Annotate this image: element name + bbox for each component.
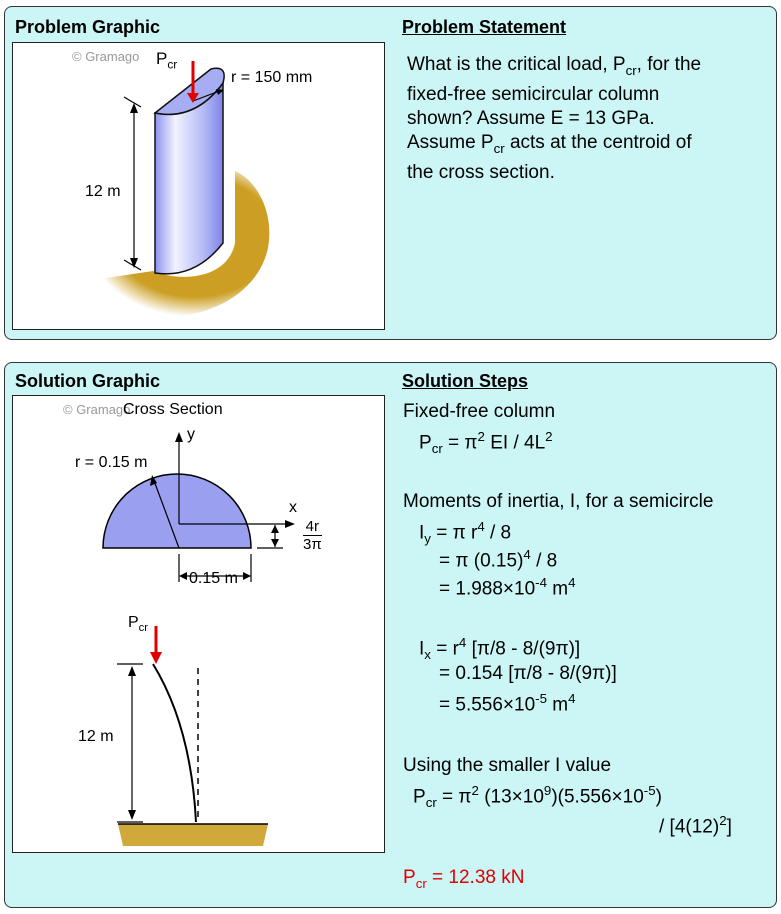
solution-graphic-title: Solution Graphic: [15, 371, 161, 391]
radius-label: r = 150 mm: [231, 69, 313, 86]
step-line: Moments of inertia, I, for a semicircle: [403, 491, 714, 512]
step-line: Fixed-free column: [403, 401, 556, 422]
y-axis-label: y: [187, 426, 195, 443]
step-line: / $[4(12)^2]$: [659, 813, 732, 838]
watermark: © Gramago: [63, 402, 131, 417]
problem-graphic: [12, 42, 385, 330]
step-line: = π $(0.15)^4 / 8$: [439, 547, 558, 572]
step-line: = 0.154 [π/8 - 8/(9π)]: [439, 663, 617, 684]
solution-steps: [5, 363, 776, 907]
problem-statement-text: What is the critical load, $P_{cr}$, for the fixed-free semicircular column shown? Assume E = 13 GPa. Assume $P_{cr}$ acts at the centroid of the cross section.: [407, 54, 702, 183]
problem-column-figure: [13, 43, 384, 329]
base-dimension-label: 0.15 m: [189, 570, 238, 587]
step-line: Using the smaller I value: [403, 755, 612, 776]
final-answer: $P_{cr} = 12.38$ kN: [403, 867, 525, 891]
step-line: $I_x = r^4$ [π/8 - 8/(9π)]: [419, 635, 581, 663]
step-line: $I_y = \pi$ $r^4 / 8$: [419, 519, 512, 547]
problem-statement-title: Problem Statement: [402, 17, 567, 37]
length-label: 12 m: [78, 728, 114, 745]
problem-graphic-title: Problem Graphic: [15, 17, 161, 37]
step-line: $P_{cr} = \pi^2$ $(13\times 10^9)(5.556\times 10^{-5})$: [413, 783, 662, 811]
load-label: $P_{cr}$: [128, 614, 148, 635]
watermark: © Gramago: [72, 49, 140, 64]
step-line: = $5.556\times 10^{-5}$ $m^4$: [439, 691, 576, 716]
step-line: $P_{cr} = \pi^2$ EI / $4L^2$: [419, 429, 553, 457]
length-label: 12 m: [85, 183, 121, 200]
radius-label: r = 0.15 m: [75, 454, 148, 471]
centroid-fraction: 4r 3π: [303, 518, 322, 553]
solution-panel: [4, 362, 777, 908]
solution-steps-title: Solution Steps: [402, 371, 528, 391]
problem-panel: [4, 6, 777, 340]
cross-section-label: Cross Section: [123, 401, 223, 418]
x-axis-label: x: [289, 499, 297, 516]
load-label: $P_{cr}$: [156, 49, 178, 72]
step-line: = $1.988\times 10^{-4}$ $m^4$: [439, 575, 576, 600]
